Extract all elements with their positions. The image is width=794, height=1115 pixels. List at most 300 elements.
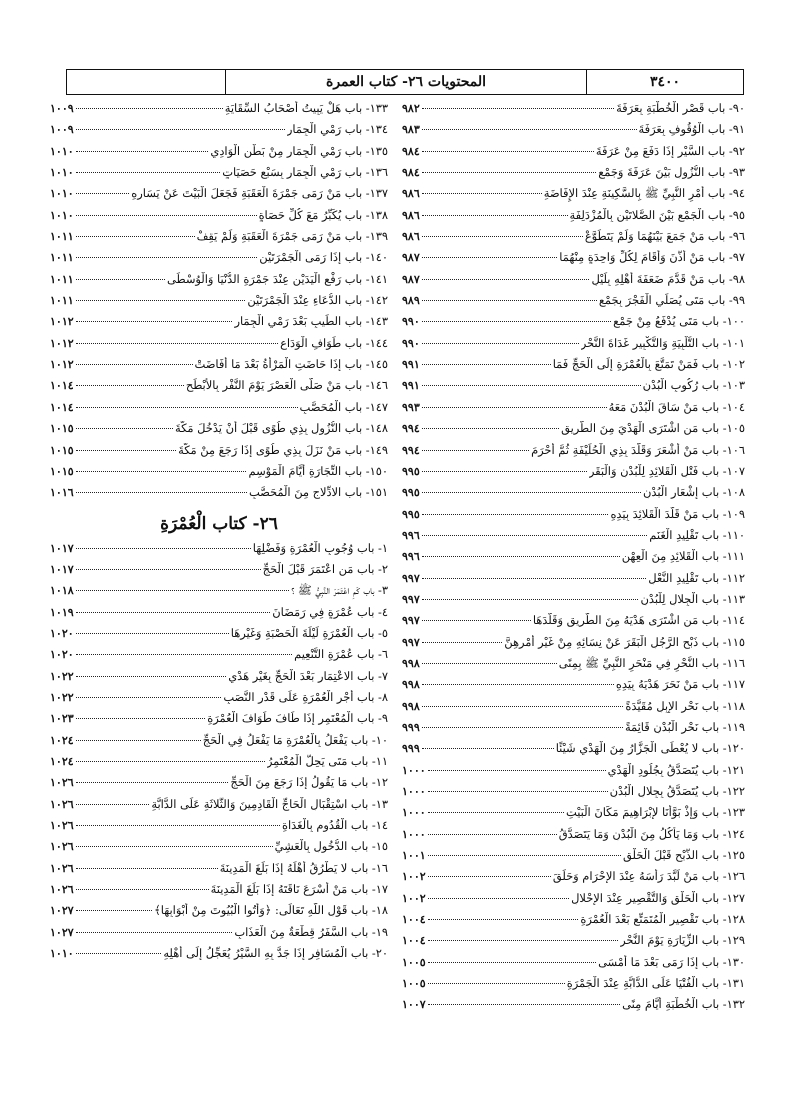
toc-entry [402,528,745,549]
dot-leader [76,569,261,570]
toc-entry-page: ٩٩٥ [402,464,420,478]
toc-entry [402,485,745,506]
toc-left-top-list [50,101,388,507]
toc-entry-title: ٩١- باب الْوُقُوفِ بِعَرَفَةَ [638,122,745,137]
toc-entry-page: ١٠٢٢ [50,690,74,704]
toc-entry-title: ١١٠- باب تَقْلِيدِ الْغَنَمِ [649,527,745,542]
dot-leader [76,129,285,130]
toc-entry [50,378,388,399]
toc-entry-page: ٩٨٤ [402,166,420,180]
toc-entry-title: ١١٣- باب الْجِلالِ لِلْبُدْنِ [640,591,745,606]
toc-entry [50,669,388,690]
toc-entry-title: ٤- باب عُمْرَةٍ فِي رَمَضَانَ [272,604,388,619]
toc-entry-title: ١٢٤- باب وَمَا يَأْكُلُ مِنَ الْبُدْنِ وَمَا يَتَصَدَّقُ [558,826,745,841]
toc-entry-title: ١٢٩- باب الزِّيَارَةِ يَوْمَ النَّحْرِ [620,933,745,948]
toc-entry-page: ١٠١٥ [50,422,74,436]
toc-entry-page: ٩٩٦ [402,528,420,542]
dot-leader [422,129,637,130]
toc-entry [402,763,745,784]
toc-entry-page: ١٠١٠ [50,166,74,180]
dot-leader [76,718,206,719]
dot-leader [428,812,564,813]
toc-entry-page: ١٠١٨ [50,584,74,598]
toc-entry [50,336,388,357]
toc-entry-page: ٩٩٧ [402,571,420,585]
toc-entry-title: ٢- باب مَنِ اعْتَمَرَ قَبْلَ الْحَجِّ [262,561,388,576]
dot-leader [76,215,257,216]
toc-entry-page: ١٠١١ [50,294,74,308]
toc-entry-title: ١٨- باب قَوْلِ اللَّهِ تَعَالَى: ﴿وَأْتُوا الْبُيُوتَ مِنْ أَبْوَابِهَا﴾ [154,903,388,918]
toc-entry [50,839,388,860]
toc-entry [402,421,745,442]
dot-leader [422,385,641,386]
toc-entry-title: ١٠٦- باب مَنْ أَشْعَرَ وَقَلَّدَ بِذِي الْحُلَيْفَةِ ثُمَّ أَحْرَمَ [531,442,745,457]
toc-entry [50,690,388,711]
toc-entry-title: ١٠٧- باب فَتْلِ الْقَلائِدِ لِلْبُدْنِ وَالْبَقَرِ [588,463,745,478]
toc-entry [402,592,745,613]
toc-entry [50,272,388,293]
dot-leader [422,407,607,408]
toc-entry-page: ١٠٢٢ [50,669,74,683]
dot-leader [76,172,221,173]
dot-leader [76,343,278,344]
toc-entry-title: ١٠١- باب التَّلْبِيَةِ وَالتَّكْبِيرِ غَدَاةَ النَّحْرِ [580,335,745,350]
toc-entry-page: ١٠١٢ [50,336,74,350]
toc-entry [402,208,745,229]
toc-entry-title: ٧- باب الاعْتِمَارِ بَعْدَ الْحَجِّ بِغَيْرِ هَدْيٍ [228,668,388,683]
toc-entry-title: ١١٢- باب تَقْلِيدِ النَّعْلِ [648,570,745,585]
dot-leader [422,706,624,707]
toc-entry [50,101,388,122]
toc-entry-page: ١٠٢٦ [50,840,74,854]
toc-entry-page: ٩٩٤ [402,443,420,457]
toc-entry [50,250,388,271]
toc-entry-page: ٩٩١ [402,358,420,372]
toc-entry [402,336,745,357]
toc-entry [50,775,388,796]
toc-entry-page: ١٠٠١ [402,849,426,863]
toc-entry-page: ١٠١٠ [50,208,74,222]
toc-entry [50,165,388,186]
toc-entry [50,229,388,250]
dot-leader [422,492,641,493]
toc-entry-title: ٩٠- باب قَصْرِ الْخُطْبَةِ بِعَرَفَةَ [616,101,745,115]
toc-entry-page: ٩٨٦ [402,187,420,201]
toc-entry-title: ٦- باب عُمْرَةِ التَّنْعِيمِ [294,647,388,662]
toc-entry-page: ١٠٢٦ [50,861,74,875]
toc-entry [402,443,745,464]
toc-entry-page: ٩٩٠ [402,336,420,350]
toc-entry-title: ١١٥- باب ذَبْحِ الرَّجُلِ الْبَقَرَ عَنْ نِسَائِهِ مِنْ غَيْرِ أَمْرِهِنَّ [504,634,745,649]
toc-entry [50,925,388,946]
toc-entry-title: ٩٧- باب مَنْ أَذَّنَ وَأَقَامَ لِكُلِّ وَاحِدَةٍ مِنْهُمَا [559,250,745,265]
toc-entry-title: ١١٩- باب نَحْرِ الْبُدْنِ قَائِمَةً [624,719,745,734]
toc-entry-page: ١٠٢٦ [50,819,74,832]
toc-entry-page: ١٠٠٠ [402,785,426,798]
toc-entry-title: ١٣٣- باب هَلْ يَبِيتُ أَصْحَابُ السِّقَايَةِ [224,101,388,115]
dot-leader [422,151,594,152]
toc-entry-title: ١٣١- باب الْفُتْيَا عَلَى الدَّابَّةِ عِنْدَ الْجَمْرَةِ [566,976,745,991]
toc-entry [402,549,745,570]
toc-entry-page: ١٠١١ [50,272,74,286]
toc-entry-title: ٥- باب الْعُمْرَةِ لَيْلَةَ الْحَصْبَةِ وَغَيْرِهَا [230,625,388,640]
dot-leader [422,471,587,472]
dot-leader [422,215,568,216]
toc-entry-page: ٩٩٥ [402,507,420,521]
dot-leader [76,612,271,613]
toc-entry-page: ٩٩٠ [402,315,420,329]
toc-entry-title: ١٠٣- باب رُكُوبِ الْبُدْنِ [642,378,745,393]
toc-entry [50,400,388,421]
dot-leader [422,578,647,579]
toc-entry [402,400,745,421]
toc-entry-title: ١٦- باب لا يَطْرُقُ أَهْلَهُ إِذَا بَلَغَ الْمَدِينَةَ [219,860,388,875]
dot-leader [76,633,229,634]
toc-entry-page: ١٠٢٧ [50,904,74,918]
dot-leader [76,492,247,493]
toc-entry-page: ١٠٠٠ [402,827,426,841]
toc-entry [402,912,745,933]
toc-entry [402,656,745,677]
toc-entry-title: ٩٩- باب مَتَى يُصَلِّي الْفَجْرَ بِجَمْعٍ [598,293,745,308]
toc-entry-page: ١٠١٢ [50,315,74,329]
toc-entry-title: ٨- باب أَجْرِ الْعُمْرَةِ عَلَى قَدْرِ النَّصَبِ [223,689,388,704]
header-empty-cell [67,70,226,94]
toc-entry-page: ١٠٠٢ [402,870,426,884]
dot-leader [428,940,618,941]
toc-entry-title: ١٤٤- باب طَوَافِ الْوَدَاعِ [280,335,388,350]
dot-leader [76,193,130,194]
toc-entry [402,571,745,592]
toc-entry-page: ٩٩٦ [402,550,420,564]
toc-entry-page: ١٠٢٦ [50,883,74,897]
dot-leader [428,855,621,856]
toc-entry [402,741,745,762]
toc-entry-title: ٣- باب كَمِ اعْتَمَرَ النَّبِيُّ ﷺ ؟ [291,583,388,598]
toc-entry-title: ١٧- باب مَنْ أَسْرَعَ نَاقَتَهُ إِذَا بَلَغَ الْمَدِينَةَ [210,882,388,897]
dot-leader [76,279,165,280]
toc-entry-page: ١٠٢٦ [50,776,74,790]
toc-entry [50,605,388,626]
toc-entry [402,229,745,250]
dot-leader [76,804,150,805]
toc-entry-page: ١٠١١ [50,251,74,265]
toc-entry-page: ٩٩١ [402,379,420,393]
toc-left-column [50,101,388,967]
toc-entry [50,443,388,464]
toc-entry [50,946,388,967]
toc-entry-page: ١٠١٧ [50,541,74,555]
toc-entry-title: ٩٣- باب النُّزُولِ بَيْنَ عَرَفَةَ وَجَمْعٍ [598,165,745,180]
toc-entry-page: ١٠٠٤ [402,913,426,927]
toc-entry-page: ١٠١٠ [50,144,74,158]
toc-entry-page: ١٠١٩ [50,605,74,619]
dot-leader [76,300,246,301]
toc-entry-page: ١٠١٤ [50,379,74,393]
dot-leader [76,428,173,429]
toc-entry-title: ٩٥- باب الْجَمْعِ بَيْنَ الصَّلاتَيْنِ بِالْمُزْدَلِفَةِ [569,207,745,222]
dot-leader [422,556,620,557]
dot-leader [422,236,583,237]
toc-right-column [402,101,745,1019]
toc-entry-title: ١٢٠- باب لا يُعْطَى الْجَزَّارُ مِنَ الْهَدْيِ شَيْئًا [555,741,745,756]
toc-entry [402,635,745,656]
toc-entry-title: ١٢٦- باب مَنْ لَبَّدَ رَأْسَهُ عِنْدَ الإِحْرَامِ وَحَلَقَ [552,869,745,884]
toc-entry [402,997,745,1018]
toc-entry-page: ١٠٢٤ [50,733,74,747]
toc-entry [402,827,745,848]
dot-leader [422,108,614,109]
toc-entry [402,378,745,399]
dot-leader [76,321,233,322]
page-header [66,69,744,95]
toc-entry [50,144,388,165]
toc-entry [50,903,388,924]
toc-entry-page: ١٠١٥ [50,443,74,457]
toc-entry [402,357,745,378]
toc-entry-title: ١١١- باب الْقَلائِدِ مِنَ الْعِهْنِ [621,549,745,564]
toc-entry [402,933,745,954]
toc-entry [50,818,388,839]
dot-leader [422,193,542,194]
toc-entry-title: ١٠- باب يَفْعَلُ بِالْعُمْرَةِ مَا يَفْعَلُ فِي الْحَجِّ [202,732,388,747]
toc-entry-title: ١٢٧- باب الْحَلْقِ وَالتَّقْصِيرِ عِنْدَ الإِحْلالِ [571,890,745,905]
toc-entry [402,272,745,293]
dot-leader [76,257,258,258]
toc-entry-page: ١٠٢٣ [50,712,74,726]
toc-entry-title: ١٣٦- باب رَمْيِ الْجِمَارِ بِسَبْعِ حَصَيَاتٍ [222,165,388,180]
dot-leader [76,151,209,152]
toc-entry-page: ٩٨٢ [402,102,420,115]
toc-entry [50,626,388,647]
toc-entry-page: ١٠١٥ [50,464,74,478]
toc-entry-title: ١٣٥- باب رَمْيِ الْجِمَارِ مِنْ بَطْنِ الْوَادِي [210,143,388,158]
dot-leader [422,172,596,173]
dot-leader [428,770,606,771]
toc-entry-page: ٩٩٧ [402,592,420,606]
toc-entry-page: ٩٩٩ [402,720,420,734]
toc-entry-title: ١٣- باب اسْتِقْبَالِ الْحَاجِّ الْقَادِمِينَ وَالثَّلاثَةِ عَلَى الدَّابَّةِ [151,796,388,811]
toc-entry-title: ٢٠- باب الْمُسَافِرِ إِذَا جَدَّ بِهِ السَّيْرُ يُعَجِّلُ إِلَى أَهْلِهِ [163,946,388,961]
toc-entry-page: ١٠٠٢ [402,891,426,905]
toc-entry-page: ٩٩٨ [402,656,420,670]
toc-entry-page: ٩٨٧ [402,251,420,265]
dot-leader [76,450,176,451]
toc-entry-page: ١٠٠٥ [402,955,426,969]
toc-entry-page: ٩٨٦ [402,208,420,222]
toc-entry-page: ٩٨٩ [402,294,420,308]
dot-leader [76,364,193,365]
dot-leader [422,663,557,664]
toc-entry [402,976,745,997]
toc-entry-title: ١٤٦- باب مَنْ صَلَّى الْعَصْرَ يَوْمَ النَّفْرِ بِالأَبْطَحِ [185,378,388,393]
dot-leader [76,868,218,869]
dot-leader [76,761,265,762]
dot-leader [422,642,503,643]
header-page-number: ٣٤٠٠ [649,74,681,90]
toc-entry-title: ١٩- باب السَّفَرُ قِطْعَةٌ مِنَ الْعَذَابِ [234,924,388,939]
toc-entry [50,122,388,143]
dot-leader [76,676,227,677]
dot-leader [428,898,570,899]
dot-leader [422,514,609,515]
toc-entry [50,733,388,754]
toc-entry-title: ١٤٧- باب الْمُحَصَّبِ [299,399,388,414]
toc-entry-page: ٩٨٣ [402,123,420,137]
toc-entry-title: ١٣٢- باب الْخُطْبَةِ أَيَّامَ مِنًى [622,997,745,1012]
toc-entry [402,144,745,165]
dot-leader [422,257,558,258]
toc-entry-page: ١٠١٢ [50,358,74,372]
toc-entry-title: ١٤١- باب رَفْعِ الْيَدَيْنِ عِنْدَ جَمْرَةِ الدُّنْيَا وَالْوُسْطَى [166,271,388,286]
toc-entry [50,861,388,882]
toc-entry-page: ٩٩٨ [402,678,420,692]
dot-leader [76,953,162,954]
dot-leader [428,791,608,792]
toc-entry [50,562,388,583]
toc-entry-page: ٩٨٤ [402,144,420,158]
toc-entry [402,101,745,122]
toc-entry-page: ١٠١٦ [50,486,74,500]
dot-leader [428,983,565,984]
toc-entry-page: ٩٨٧ [402,272,420,286]
toc-entry [50,541,388,562]
toc-entry-page: ١٠١٧ [50,562,74,576]
dot-leader [76,697,222,698]
dot-leader [76,236,195,237]
dot-leader [428,876,551,877]
toc-entry-title: ١٢٢- باب يُتَصَدَّقُ بِجِلالِ الْبُدْنِ [609,784,745,798]
dot-leader [428,834,557,835]
toc-entry-title: ١١- باب مَتَى يَحِلُّ الْمُعْتَمِرُ [266,753,388,768]
toc-entry-title: ١٠٩- باب مَنْ قَلَّدَ الْقَلائِدَ بِيَدِهِ [610,506,745,521]
toc-entry-title: ١٤٥- باب إِذَا حَاضَتِ الْمَرْأَةُ بَعْدَ مَا أَفَاضَتْ [194,357,388,372]
dot-leader [76,471,247,472]
toc-entry-title: ١٥٠- باب التِّجَارَةِ أَيَّامَ الْمَوْسِمِ [248,463,388,478]
toc-entry-page: ١٠٠٩ [50,123,74,137]
toc-entry-title: ١٣٨- باب يُكَبِّرُ مَعَ كُلِّ حَصَاةٍ [258,207,388,222]
toc-entry [402,848,745,869]
toc-entry-page: ٩٩٨ [402,699,420,713]
toc-entry [402,250,745,271]
dot-leader [422,599,639,600]
dot-leader [76,654,293,655]
toc-entry-title: ١٢١- باب يُتَصَدَّقُ بِجُلُودِ الْهَدْيِ [607,762,745,777]
dot-leader [422,343,579,344]
dot-leader [76,889,209,890]
toc-entry-page: ١٠١٤ [50,400,74,414]
toc-entry-title: ١٥١- باب الادِّلاجِ مِنَ الْمُحَصَّبِ [248,485,388,500]
toc-entry-title: ١١٨- باب نَحْرِ الإِبِلِ مُقَيَّدَةً [625,698,745,713]
toc-entry-title: ٩٨- باب مَنْ قَدَّمَ ضَعَفَةَ أَهْلِهِ بِلَيْلٍ [591,271,745,286]
toc-entry-title: ١٤٠- باب إِذَا رَمَى الْجَمْرَتَيْنِ [259,250,388,265]
toc-entry-title: ١٤٩- باب مَنْ نَزَلَ بِذِي طُوًى إِذَا رَجَعَ مِنْ مَكَّةَ [178,442,388,457]
dot-leader [76,910,152,911]
toc-entry-title: ٩٦- باب مَنْ جَمَعَ بَيْنَهُمَا وَلَمْ يَتَطَوَّعْ [584,229,745,244]
dot-leader [422,620,531,621]
toc-entry-title: ١١٧- باب مَنْ نَحَرَ هَدْيَهُ بِيَدِهِ [615,677,745,692]
dot-leader [422,684,614,685]
toc-entry-title: ٩٢- باب السَّيْرِ إِذَا دَفَعَ مِنْ عَرَفَةَ [595,143,745,158]
toc-entry-title: ١٠٨- باب إِشْعَارِ الْبُدْنِ [642,485,745,500]
toc-entry-page: ٩٩٧ [402,635,420,649]
toc-entry [50,421,388,442]
toc-entry [402,165,745,186]
toc-entry [50,647,388,668]
toc-entry [402,314,745,335]
toc-entry-title: ١٢٣- باب وَإِذْ بَوَّأْنَا لإِبْرَاهِيمَ مَكَانَ الْبَيْتِ [566,805,745,820]
dot-leader [422,748,554,749]
toc-entry-page: ١٠١٠ [50,187,74,201]
toc-entry [402,891,745,912]
header-title: المحتويات ٢٦- كتاب العمرة [226,70,587,94]
toc-entry-page: ١٠٠٥ [402,977,426,991]
toc-entry-title: ١٠٠- باب مَتَى يُدْفَعُ مِنْ جَمْعٍ [613,314,745,329]
toc-entry-title: ٩٤- باب أَمْرِ النَّبِيِّ ﷺ بِالسَّكِينَةِ عِنْدَ الإِفَاضَةِ [543,186,745,201]
dot-leader [76,385,184,386]
toc-entry [50,293,388,314]
toc-entry [50,797,388,818]
toc-entry-page: ٩٩٤ [402,422,420,436]
dot-leader [76,825,280,826]
dot-leader [422,300,597,301]
toc-entry-page: ١٠٢٦ [50,797,74,811]
toc-entry [50,754,388,775]
toc-entry-title: ١٣٤- باب رَمْيِ الْجِمَارِ [286,122,388,137]
dot-leader [76,932,233,933]
toc-entry [402,613,745,634]
toc-entry [402,122,745,143]
toc-entry [402,677,745,698]
toc-entry [50,357,388,378]
toc-entry [402,507,745,528]
toc-entry [50,314,388,335]
toc-entry-title: ١١٦- باب النَّحْرِ فِي مَنْحَرِ النَّبِيِّ ﷺ بِمِنًى [558,655,745,670]
toc-entry-title: ٩- باب الْمُعْتَمِرِ إِذَا طَافَ طَوَافَ الْعُمْرَةِ [207,711,388,726]
dot-leader [422,428,559,429]
dot-leader [428,919,579,920]
toc-entry-title: ١٠٢- باب فَمَنْ تَمَتَّعَ بِالْعُمْرَةِ إِلَى الْحَجِّ فَمَا [552,357,745,372]
dot-leader [428,962,596,963]
toc-entry-title: ١٤- باب الْقُدُومِ بِالْغَدَاةِ [282,818,388,832]
toc-entry-page: ١٠٠٠ [402,763,426,777]
toc-entry-page: ٩٨٦ [402,230,420,244]
dot-leader [76,740,201,741]
toc-entry-title: ١٢- باب مَا يَقُولُ إِذَا رَجَعَ مِنَ الْحَجِّ [230,775,388,790]
toc-entry [402,186,745,207]
toc-entry [50,186,388,207]
toc-entry-title: ١٠٥- باب مَنِ اشْتَرَى الْهَدْيَ مِنَ الطَّرِيقِ [561,421,745,436]
dot-leader [428,1004,621,1005]
toc-entry-title: ١٣٧- باب مَنْ رَمَى جَمْرَةَ الْعَقَبَةِ فَجَعَلَ الْبَيْتَ عَنْ يَسَارِهِ [131,186,388,201]
toc-entry-title: ١٣٠- باب إِذَا رَمَى بَعْدَ مَا أَمْسَى [598,954,745,969]
toc-entry [50,711,388,732]
toc-entry-title: ١٥- باب الدُّخُولِ بِالْعَشِيِّ [274,839,388,854]
section-title: ٢٦- كتاب الْعُمْرَةِ [160,513,278,534]
toc-entry [402,293,745,314]
toc-entry [50,485,388,506]
dot-leader [76,846,273,847]
toc-entry-title: ١٢٨- باب تَقْصِيرِ الْمُتَمَتِّعِ بَعْدَ الْعُمْرَةِ [580,912,745,927]
toc-entry-title: ١٤٨- باب النُّزُولِ بِذِي طُوًى قَبْلَ أَنْ يَدْخُلَ مَكَّةَ [175,421,388,436]
dot-leader [422,535,648,536]
dot-leader [76,407,298,408]
toc-entry [50,882,388,903]
toc-entry [50,464,388,485]
toc-entry-page: ٩٩٩ [402,742,420,756]
toc-entry-title: ١١٤- باب مَنِ اشْتَرَى هَدْيَهُ مِنَ الطَّرِيقِ وَقَلَّدَهَا [532,613,745,628]
toc-entry-page: ١٠٢٤ [50,754,74,768]
